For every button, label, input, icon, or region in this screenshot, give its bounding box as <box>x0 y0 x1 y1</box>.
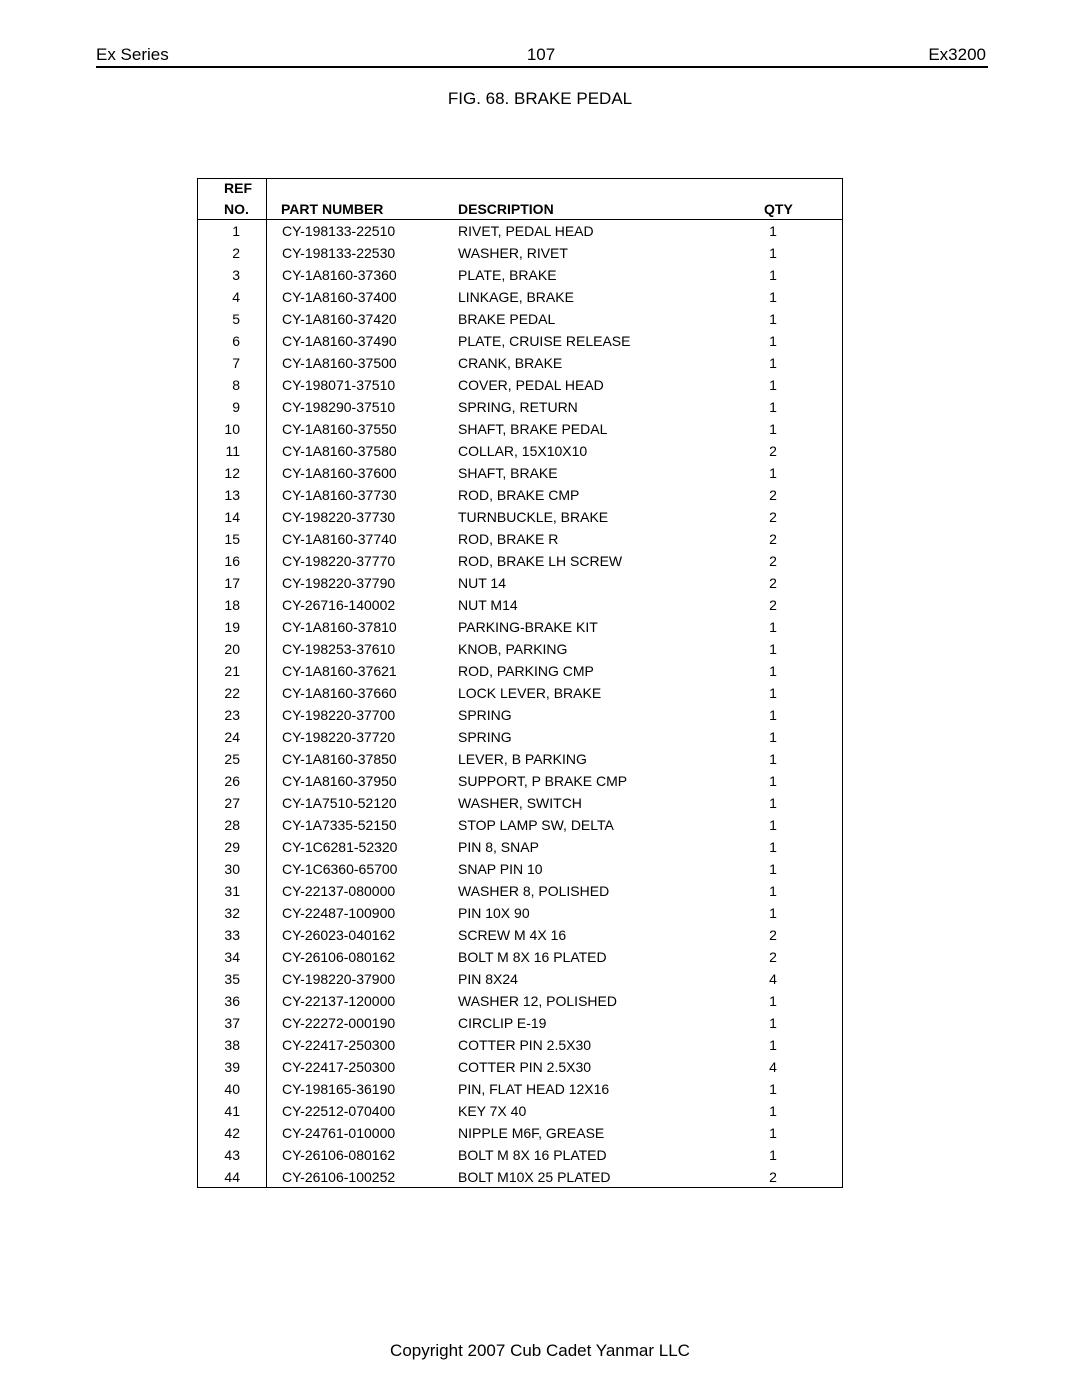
ref-no-cell: 27 <box>224 795 240 811</box>
qty-cell: 1 <box>769 817 777 833</box>
qty-cell: 1 <box>769 333 777 349</box>
description-cell: SPRING <box>458 729 512 745</box>
qty-cell: 2 <box>769 949 777 965</box>
description-cell: SHAFT, BRAKE <box>458 465 558 481</box>
ref-no-cell: 39 <box>224 1059 240 1075</box>
ref-no-cell: 34 <box>224 949 240 965</box>
table-row <box>198 1056 842 1078</box>
description-cell: PIN 10X 90 <box>458 905 530 921</box>
part-number-cell: CY-26106-080162 <box>282 1147 396 1163</box>
qty-cell: 1 <box>769 729 777 745</box>
description-cell: STOP LAMP SW, DELTA <box>458 817 614 833</box>
part-number-cell: CY-1A7510-52120 <box>282 795 397 811</box>
page-header <box>96 42 988 68</box>
description-cell: LEVER, B PARKING <box>458 751 587 767</box>
qty-cell: 1 <box>769 289 777 305</box>
table-row <box>198 1100 842 1122</box>
part-number-cell: CY-1A8160-37550 <box>282 421 397 437</box>
qty-cell: 1 <box>769 311 777 327</box>
description-cell: PLATE, CRUISE RELEASE <box>458 333 631 349</box>
part-number-cell: CY-22417-250300 <box>282 1059 396 1075</box>
table-row <box>198 1144 842 1166</box>
ref-no-cell: 6 <box>232 333 240 349</box>
description-cell: PIN 8X24 <box>458 971 518 987</box>
table-row <box>198 1166 842 1188</box>
ref-no-cell: 13 <box>224 487 240 503</box>
qty-cell: 1 <box>769 1081 777 1097</box>
qty-cell: 1 <box>769 267 777 283</box>
table-row <box>198 814 842 836</box>
header-part-number: PART NUMBER <box>281 201 384 217</box>
part-number-cell: CY-198071-37510 <box>282 377 396 393</box>
table-row <box>198 792 842 814</box>
part-number-cell: CY-22137-080000 <box>282 883 396 899</box>
description-cell: PIN 8, SNAP <box>458 839 539 855</box>
figure-title: FIG. 68. BRAKE PEDAL <box>447 89 633 108</box>
ref-no-cell: 24 <box>224 729 240 745</box>
part-number-cell: CY-198165-36190 <box>282 1081 396 1097</box>
part-number-cell: CY-26106-080162 <box>282 949 396 965</box>
table-row <box>198 374 842 396</box>
qty-cell: 1 <box>769 619 777 635</box>
ref-no-cell: 17 <box>224 575 240 591</box>
description-cell: LINKAGE, BRAKE <box>458 289 574 305</box>
part-number-cell: CY-198133-22510 <box>282 223 396 239</box>
qty-cell: 1 <box>769 663 777 679</box>
ref-no-cell: 9 <box>232 399 240 415</box>
table-row <box>198 880 842 902</box>
part-number-cell: CY-26716-140002 <box>282 597 396 613</box>
ref-no-cell: 35 <box>224 971 240 987</box>
qty-cell: 2 <box>769 927 777 943</box>
part-number-cell: CY-1A8160-37730 <box>282 487 397 503</box>
ref-no-cell: 25 <box>224 751 240 767</box>
description-cell: PARKING-BRAKE KIT <box>458 619 598 635</box>
ref-no-cell: 2 <box>232 245 240 261</box>
part-number-cell: CY-1A8160-37400 <box>282 289 397 305</box>
part-number-cell: CY-198220-37720 <box>282 729 396 745</box>
part-number-cell: CY-22512-070400 <box>282 1103 396 1119</box>
table-row <box>198 484 842 506</box>
qty-cell: 1 <box>769 685 777 701</box>
table-row <box>198 264 842 286</box>
part-number-cell: CY-198290-37510 <box>282 399 396 415</box>
part-number-cell: CY-1A8160-37950 <box>282 773 397 789</box>
qty-cell: 1 <box>769 1015 777 1031</box>
part-number-cell: CY-1A8160-37810 <box>282 619 397 635</box>
ref-no-cell: 18 <box>224 597 240 613</box>
qty-cell: 1 <box>769 355 777 371</box>
description-cell: ROD, BRAKE LH SCREW <box>458 553 623 569</box>
qty-cell: 1 <box>769 245 777 261</box>
table-row <box>198 396 842 418</box>
part-number-cell: CY-1A8160-37660 <box>282 685 397 701</box>
table-row <box>198 352 842 374</box>
table-row <box>198 924 842 946</box>
description-cell: ROD, PARKING CMP <box>458 663 594 679</box>
part-number-cell: CY-1A8160-37850 <box>282 751 397 767</box>
ref-no-cell: 38 <box>224 1037 240 1053</box>
part-number-cell: CY-1A8160-37600 <box>282 465 397 481</box>
table-row <box>198 748 842 770</box>
description-cell: CIRCLIP E-19 <box>458 1015 547 1031</box>
ref-no-cell: 10 <box>224 421 240 437</box>
qty-cell: 1 <box>769 1147 777 1163</box>
table-row <box>198 858 842 880</box>
table-header <box>198 179 842 220</box>
description-cell: TURNBUCKLE, BRAKE <box>458 509 609 525</box>
description-cell: BRAKE PEDAL <box>458 311 556 327</box>
description-cell: RIVET, PEDAL HEAD <box>458 223 594 239</box>
copyright-footer: Copyright 2007 Cub Cadet Yanmar LLC <box>390 1341 690 1360</box>
qty-cell: 1 <box>769 707 777 723</box>
qty-cell: 1 <box>769 465 777 481</box>
part-number-cell: CY-198253-37610 <box>282 641 396 657</box>
ref-no-cell: 14 <box>224 509 240 525</box>
header-description: DESCRIPTION <box>458 201 554 217</box>
qty-cell: 1 <box>769 773 777 789</box>
ref-no-cell: 40 <box>224 1081 240 1097</box>
ref-no-cell: 33 <box>224 927 240 943</box>
table-row <box>198 330 842 352</box>
table-row <box>198 572 842 594</box>
table-row <box>198 968 842 990</box>
description-cell: WASHER, SWITCH <box>458 795 582 811</box>
model-label: Ex3200 <box>928 45 986 64</box>
ref-no-cell: 43 <box>224 1147 240 1163</box>
description-cell: COLLAR, 15X10X10 <box>458 443 588 459</box>
qty-cell: 1 <box>769 993 777 1009</box>
qty-cell: 1 <box>769 795 777 811</box>
part-number-cell: CY-22487-100900 <box>282 905 396 921</box>
qty-cell: 1 <box>769 223 777 239</box>
part-number-cell: CY-198220-37700 <box>282 707 396 723</box>
description-cell: WASHER 12, POLISHED <box>458 993 617 1009</box>
description-cell: BOLT M 8X 16 PLATED <box>458 1147 607 1163</box>
qty-cell: 2 <box>769 487 777 503</box>
part-number-cell: CY-1A8160-37740 <box>282 531 397 547</box>
ref-no-cell: 29 <box>224 839 240 855</box>
table-row <box>198 1012 842 1034</box>
ref-no-cell: 22 <box>224 685 240 701</box>
page-number: 107 <box>526 45 556 64</box>
table-row <box>198 616 842 638</box>
ref-no-cell: 4 <box>232 289 240 305</box>
ref-no-cell: 31 <box>224 883 240 899</box>
part-number-cell: CY-1A8160-37500 <box>282 355 397 371</box>
table-row <box>198 836 842 858</box>
ref-no-cell: 42 <box>224 1125 240 1141</box>
qty-cell: 4 <box>769 971 777 987</box>
ref-no-cell: 12 <box>224 465 240 481</box>
ref-no-cell: 15 <box>224 531 240 547</box>
part-number-cell: CY-198133-22530 <box>282 245 396 261</box>
description-cell: KNOB, PARKING <box>458 641 568 657</box>
header-ref: REF <box>224 180 252 196</box>
qty-cell: 1 <box>769 905 777 921</box>
table-row <box>198 462 842 484</box>
ref-no-cell: 20 <box>224 641 240 657</box>
table-row <box>198 990 842 1012</box>
part-number-cell: CY-1A7335-52150 <box>282 817 397 833</box>
ref-no-cell: 32 <box>224 905 240 921</box>
ref-no-cell: 44 <box>224 1169 240 1185</box>
table-row <box>198 440 842 462</box>
description-cell: WASHER, RIVET <box>458 245 568 261</box>
description-cell: NUT 14 <box>458 575 506 591</box>
table-row <box>198 1078 842 1100</box>
ref-no-cell: 1 <box>232 223 240 239</box>
table-row <box>198 638 842 660</box>
part-number-cell: CY-1A8160-37490 <box>282 333 397 349</box>
ref-no-cell: 41 <box>224 1103 240 1119</box>
description-cell: SHAFT, BRAKE PEDAL <box>458 421 608 437</box>
description-cell: PLATE, BRAKE <box>458 267 557 283</box>
ref-no-cell: 11 <box>225 443 240 459</box>
description-cell: CRANK, BRAKE <box>458 355 563 371</box>
description-cell: COVER, PEDAL HEAD <box>458 377 604 393</box>
description-cell: NUT M14 <box>458 597 518 613</box>
ref-no-cell: 7 <box>232 355 240 371</box>
table-row <box>198 418 842 440</box>
ref-no-cell: 23 <box>224 707 240 723</box>
table-row <box>198 242 842 264</box>
description-cell: SPRING <box>458 707 512 723</box>
table-row <box>198 726 842 748</box>
series-label: Ex Series <box>96 45 169 64</box>
table-row <box>198 902 842 924</box>
table-body <box>198 220 842 1188</box>
qty-cell: 2 <box>769 443 777 459</box>
ref-no-cell: 19 <box>224 619 240 635</box>
part-number-cell: CY-198220-37900 <box>282 971 396 987</box>
description-cell: PIN, FLAT HEAD 12X16 <box>458 1081 610 1097</box>
description-cell: COTTER PIN 2.5X30 <box>458 1037 592 1053</box>
part-number-cell: CY-26023-040162 <box>282 927 396 943</box>
parts-table <box>197 178 843 1188</box>
header-no: NO. <box>224 201 249 217</box>
table-row <box>198 770 842 792</box>
description-cell: SCREW M 4X 16 <box>458 927 567 943</box>
description-cell: BOLT M 8X 16 PLATED <box>458 949 607 965</box>
description-cell: NIPPLE M6F, GREASE <box>458 1125 605 1141</box>
ref-no-cell: 5 <box>232 311 240 327</box>
part-number-cell: CY-26106-100252 <box>282 1169 396 1185</box>
part-number-cell: CY-198220-37770 <box>282 553 396 569</box>
description-cell: SNAP PIN 10 <box>458 861 543 877</box>
table-row <box>198 308 842 330</box>
description-cell: LOCK LEVER, BRAKE <box>458 685 602 701</box>
qty-cell: 2 <box>769 597 777 613</box>
part-number-cell: CY-198220-37790 <box>282 575 396 591</box>
description-cell: BOLT M10X 25 PLATED <box>458 1169 611 1185</box>
table-row <box>198 1034 842 1056</box>
part-number-cell: CY-22417-250300 <box>282 1037 396 1053</box>
qty-cell: 1 <box>769 839 777 855</box>
table-row <box>198 550 842 572</box>
ref-no-cell: 16 <box>224 553 240 569</box>
part-number-cell: CY-1A8160-37420 <box>282 311 397 327</box>
part-number-cell: CY-1A8160-37580 <box>282 443 397 459</box>
table-row <box>198 1122 842 1144</box>
part-number-cell: CY-1C6360-65700 <box>282 861 398 877</box>
part-number-cell: CY-1A8160-37621 <box>282 663 397 679</box>
qty-cell: 2 <box>769 553 777 569</box>
qty-cell: 1 <box>769 751 777 767</box>
qty-cell: 1 <box>769 1125 777 1141</box>
part-number-cell: CY-24761-010000 <box>282 1125 396 1141</box>
table-row <box>198 528 842 550</box>
ref-no-cell: 8 <box>232 377 240 393</box>
qty-cell: 1 <box>769 641 777 657</box>
ref-no-cell: 26 <box>224 773 240 789</box>
qty-cell: 1 <box>769 421 777 437</box>
qty-cell: 1 <box>769 861 777 877</box>
table-row <box>198 506 842 528</box>
description-cell: SUPPORT, P BRAKE CMP <box>458 773 628 789</box>
table-row <box>198 946 842 968</box>
qty-cell: 1 <box>769 399 777 415</box>
ref-no-cell: 30 <box>224 861 240 877</box>
description-cell: COTTER PIN 2.5X30 <box>458 1059 592 1075</box>
qty-cell: 2 <box>769 531 777 547</box>
qty-cell: 1 <box>769 1103 777 1119</box>
part-number-cell: CY-198220-37730 <box>282 509 396 525</box>
table-row <box>198 682 842 704</box>
ref-no-cell: 37 <box>224 1015 240 1031</box>
header-qty: QTY <box>764 201 793 217</box>
qty-cell: 2 <box>769 575 777 591</box>
qty-cell: 1 <box>769 883 777 899</box>
table-row <box>198 660 842 682</box>
ref-no-cell: 21 <box>224 663 240 679</box>
description-cell: ROD, BRAKE R <box>458 531 559 547</box>
qty-cell: 1 <box>769 1037 777 1053</box>
table-row <box>198 704 842 726</box>
qty-cell: 4 <box>769 1059 777 1075</box>
ref-no-cell: 3 <box>232 267 240 283</box>
qty-cell: 2 <box>769 1169 777 1185</box>
description-cell: ROD, BRAKE CMP <box>458 487 580 503</box>
part-number-cell: CY-22272-000190 <box>282 1015 396 1031</box>
part-number-cell: CY-1A8160-37360 <box>282 267 397 283</box>
table-row <box>198 594 842 616</box>
description-cell: KEY 7X 40 <box>458 1103 527 1119</box>
qty-cell: 2 <box>769 509 777 525</box>
description-cell: SPRING, RETURN <box>458 399 578 415</box>
part-number-cell: CY-22137-120000 <box>282 993 396 1009</box>
ref-no-cell: 36 <box>224 993 240 1009</box>
qty-cell: 1 <box>769 377 777 393</box>
part-number-cell: CY-1C6281-52320 <box>282 839 398 855</box>
table-row <box>198 286 842 308</box>
ref-no-cell: 28 <box>224 817 240 833</box>
description-cell: WASHER 8, POLISHED <box>458 883 610 899</box>
table-row <box>198 220 842 242</box>
